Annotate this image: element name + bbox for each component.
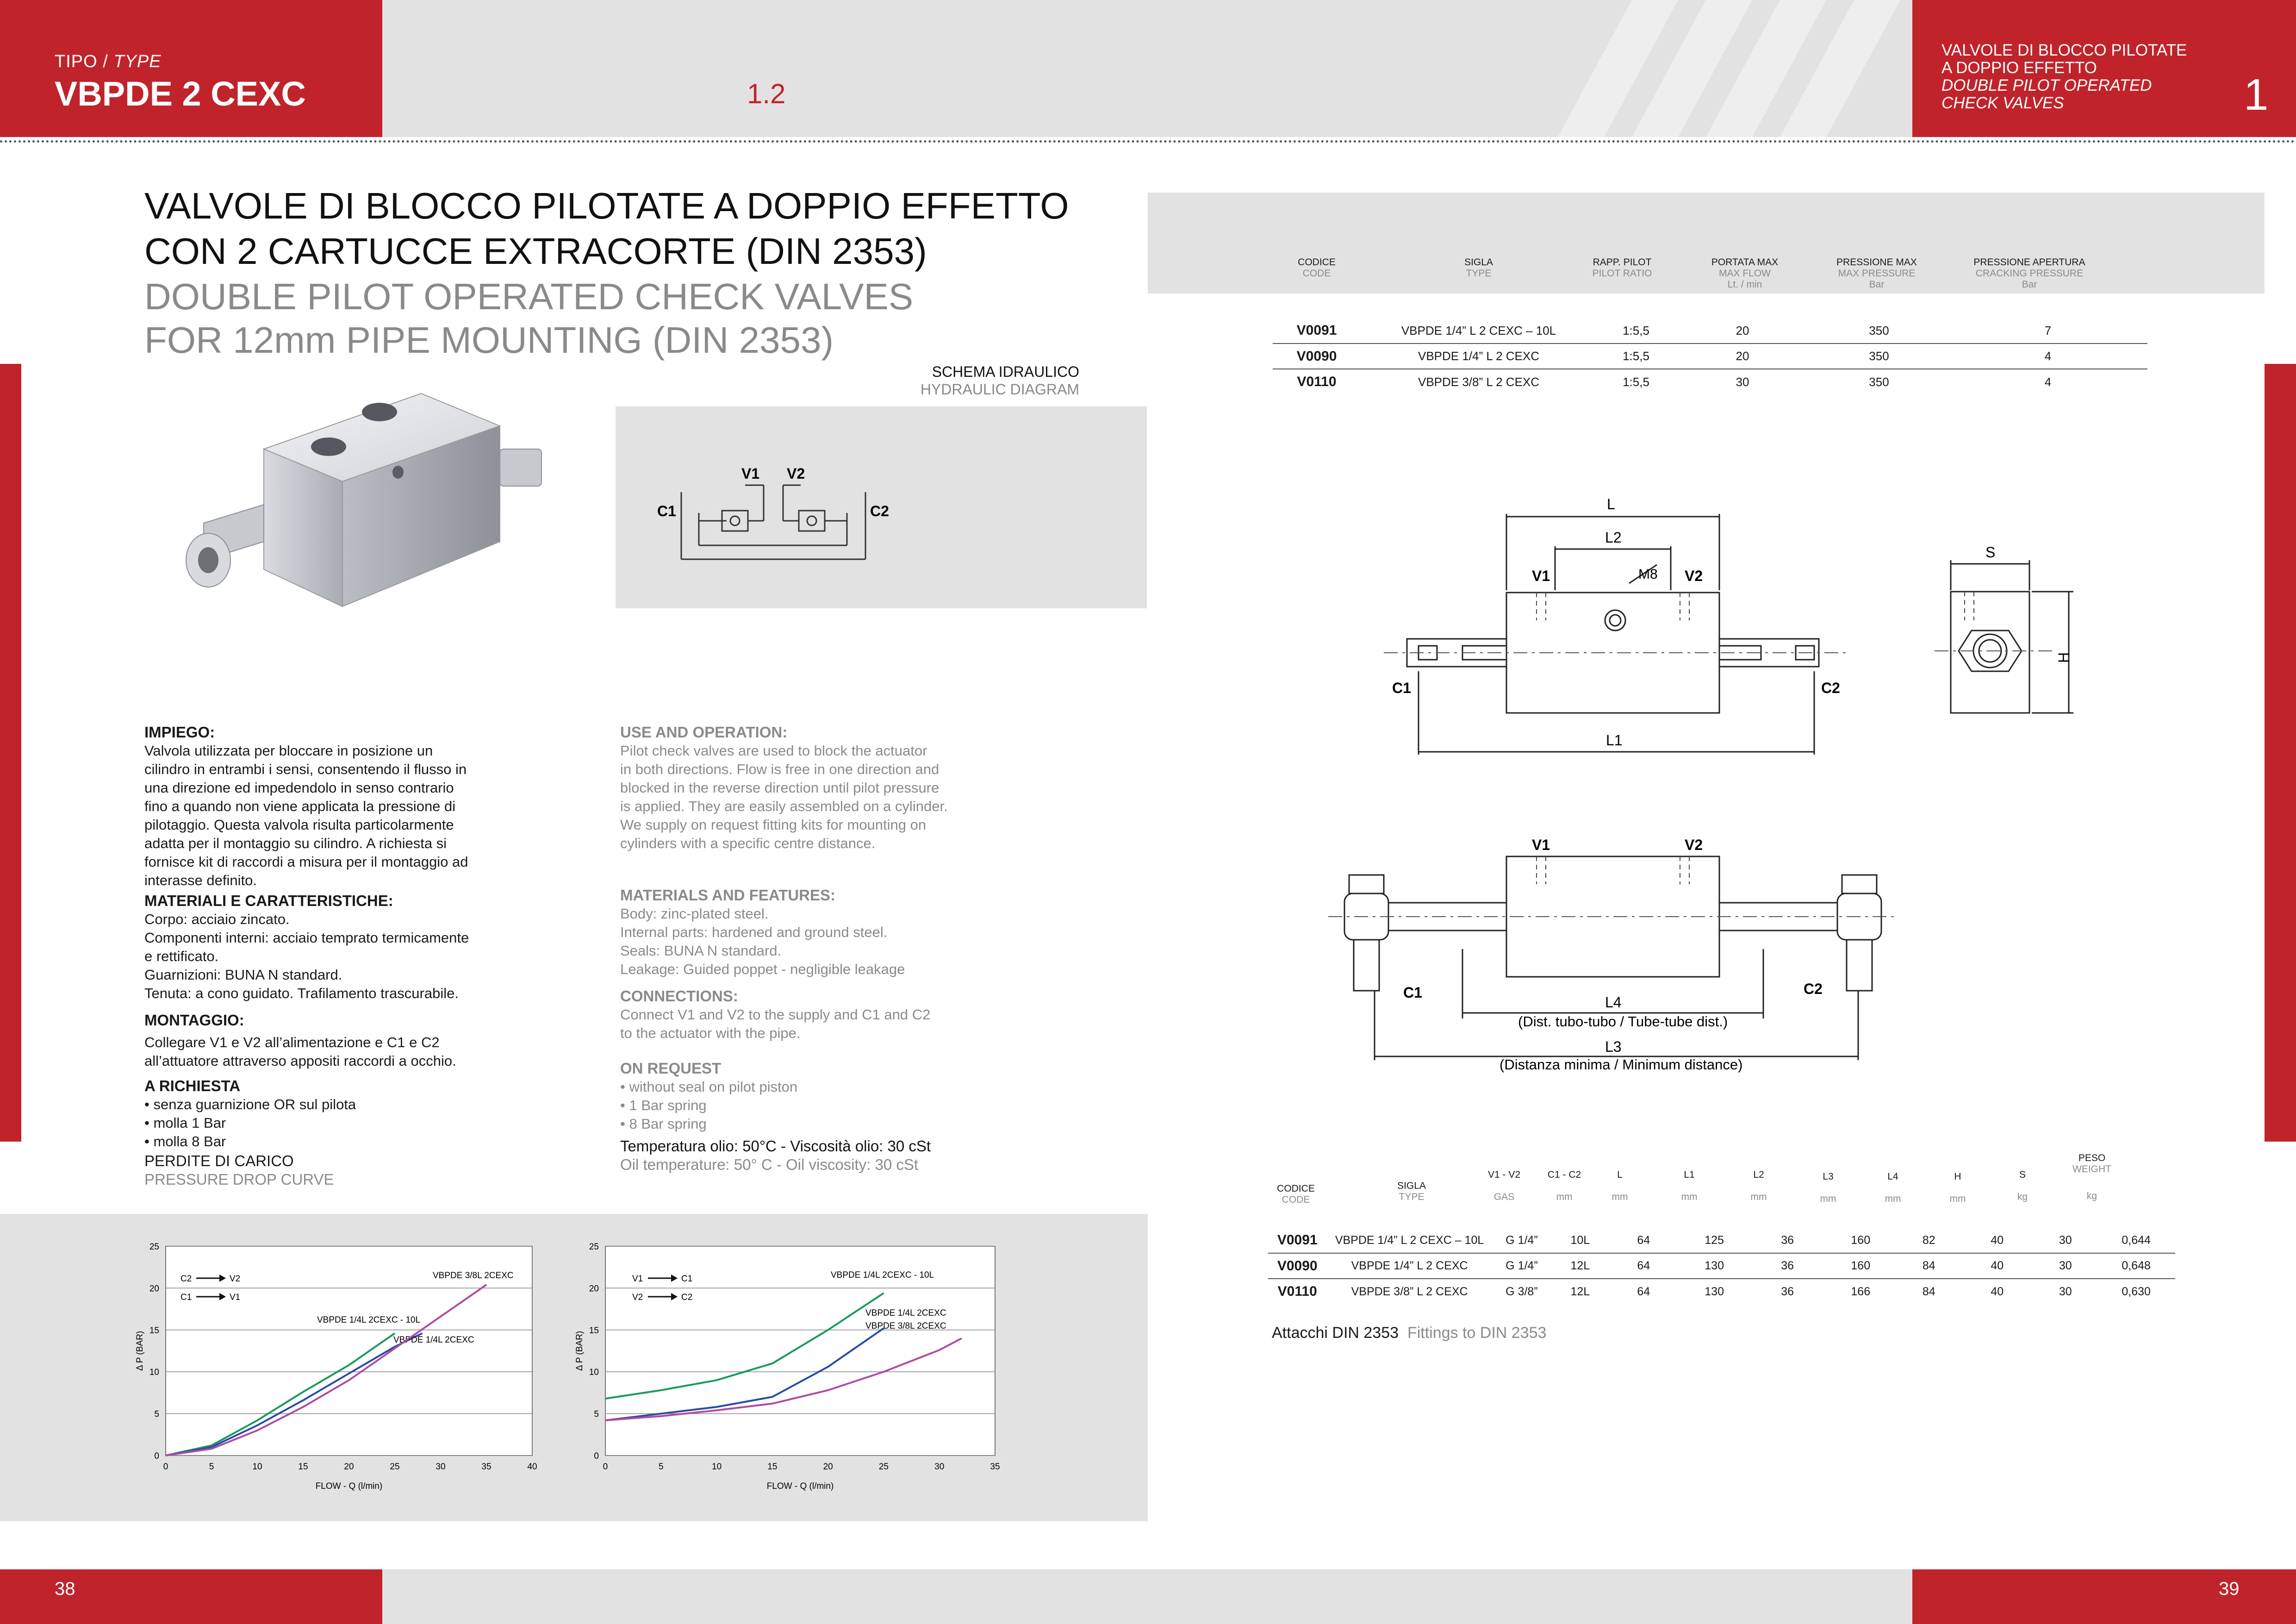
dim-L4-label: L4 (1605, 994, 1622, 1011)
col-max-flow: PORTATA MAX MAX FLOW Lt. / min (1711, 257, 1779, 290)
schema-v1-label: V1 (741, 465, 760, 482)
materials-text: Body: zinc-plated steel. Internal parts: hardened and ground steel. Seals: BUNA N standard. Leakage: Guided poppet - negligible leakage (620, 906, 905, 977)
materiali-text: Corpo: acciaio zincato. Componenti interni: acciaio temprato termicamente e rettificato. Guarnizioni: BUNA N standard. Tenuta: a cono guidato. Trafilamento trascurabile. (144, 911, 469, 1001)
y-tick-label: 5 (594, 1409, 599, 1419)
x-tick-label: 20 (344, 1462, 354, 1472)
col-code: CODICE CODE (1298, 257, 1336, 279)
temperature-it: Temperatura olio: 50°C - Viscosità olio: 30 cSt (620, 1137, 931, 1155)
front-v2-label: V2 (1685, 837, 1703, 853)
y-tick-label: 20 (589, 1284, 599, 1294)
header-middle-band (382, 0, 1912, 137)
y-tick-label: 20 (149, 1284, 159, 1294)
series-label: VBPDE 1/4L 2CEXC (393, 1335, 474, 1345)
col-max-pressure: PRESSIONE MAX MAX PRESSURE Bar (1836, 257, 1917, 290)
montaggio-heading: MONTAGGIO: (144, 1012, 244, 1029)
dim-H-label: H (2055, 652, 2072, 663)
y-tick-label: 10 (149, 1368, 159, 1378)
schema-v2-label: V2 (787, 465, 805, 482)
impiego-text: Valvola utilizzata per bloccare in posizione un cilindro in entrambi i sensi, consentendo il flusso in una direzione ed impedendolo in senso contrario fino a quando non viene applicata la pressione di pilotaggio. Questa valvola risulta particolarmente adatta per il montaggio su cilindro. A richiesta si fornisce kit di raccordi a misura per il montaggio ad interasse definito. (144, 743, 468, 888)
top-table-header (1273, 257, 2147, 294)
legend-to-label: V2 (230, 1274, 241, 1284)
col-L2: L2 mm (1750, 1169, 1767, 1202)
legend-to-label: C1 (681, 1274, 693, 1284)
richiesta-heading: A RICHIESTA (144, 1077, 241, 1094)
header-chapter-number: 1 (2244, 70, 2269, 119)
top-c2-label: C2 (1821, 680, 1840, 696)
header-category: VALVOLE DI BLOCCO PILOTATE A DOPPIO EFFETTO DOUBLE PILOT OPERATED CHECK VALVES (1941, 41, 2187, 112)
x-tick-label: 15 (298, 1462, 308, 1472)
y-tick-label: 0 (154, 1451, 159, 1461)
dim-min-distance-note: (Distanza minima / Minimum distance) (1500, 1056, 1743, 1073)
series-label: VBPDE 3/8L 2CEXC (865, 1321, 946, 1331)
header-stripes-decoration (382, 0, 1912, 137)
dim-tube-distance-note: (Dist. tubo-tubo / Tube-tube dist.) (1518, 1013, 1728, 1030)
x-tick-label: 5 (209, 1462, 214, 1472)
y-tick-label: 25 (589, 1242, 599, 1252)
x-tick-label: 35 (990, 1462, 1000, 1472)
col-L1: L1 mm (1681, 1169, 1698, 1202)
legend-to-label: C2 (681, 1293, 693, 1302)
dim-L3-label: L3 (1605, 1038, 1622, 1055)
col-type: SIGLA TYPE (1464, 257, 1493, 279)
x-tick-label: 35 (481, 1462, 492, 1472)
series-label: VBPDE 1/4L 2CEXC - 10L (317, 1315, 421, 1325)
series-label: VBPDE 1/4L 2CEXC (865, 1308, 946, 1318)
hydraulic-diagram-panel (616, 406, 1147, 608)
italian-description (144, 723, 515, 1189)
table-row: V0091 VBPDE 1/4” L 2 CEXC – 10L G 1/4” 10L 64 125 36 160 82 40 30 0,644 (1268, 1228, 2175, 1253)
header-dotted-rule (0, 140, 2296, 143)
table-row: V0090 VBPDE 1/4” L 2 CEXC 1:5,5 20 350 4 (1273, 344, 2147, 369)
col-L4: L4 mm (1885, 1171, 1901, 1204)
pressure-drop-chart-2 (551, 1231, 1014, 1500)
y-tick-label: 0 (594, 1451, 599, 1461)
x-tick-label: 20 (823, 1462, 833, 1472)
temperature-en: Oil temperature: 50° C - Oil viscosity: 30 cSt (620, 1156, 919, 1173)
materials-heading: MATERIALS AND FEATURES: (620, 887, 836, 904)
montaggio-text: Collegare V1 e V2 all’alimentazione e C1 e C2 all’attuatore attraverso appositi raccordi a occhio. (144, 1034, 456, 1069)
dim-L2-label: L2 (1605, 529, 1622, 546)
col-type: SIGLA TYPE (1397, 1181, 1426, 1202)
dim-L-label: L (1607, 496, 1615, 512)
connections-text: Connect V1 and V2 to the supply and C1 and C2 to the actuator with the pipe. (620, 1006, 931, 1041)
footer-middle-band (382, 1569, 1912, 1624)
x-axis-label: FLOW - Q (l/min) (315, 1481, 383, 1491)
materiali-heading: MATERIALI E CARATTERISTICHE: (144, 892, 393, 909)
page-title-english: DOUBLE PILOT OPERATED CHECK VALVES FOR 12mm PIPE MOUNTING (DIN 2353) (144, 276, 914, 361)
series-label: VBPDE 1/4L 2CEXC - 10L (831, 1270, 934, 1280)
x-tick-label: 25 (390, 1462, 400, 1472)
x-tick-label: 15 (767, 1462, 778, 1472)
richiesta-list: • senza guarnizione OR sul pilota • molla 1 Bar • molla 8 Bar (144, 1096, 356, 1149)
top-table (1273, 257, 2147, 389)
bottom-table (1268, 1153, 2194, 1299)
product-photo (176, 366, 555, 625)
dim-S-label: S (1985, 544, 1996, 561)
use-heading: USE AND OPERATION: (620, 724, 788, 741)
schema-c2-label: C2 (870, 503, 889, 519)
on-request-list: • without seal on pilot piston • 1 Bar spring • 8 Bar spring (620, 1079, 798, 1132)
on-request-heading: ON REQUEST (620, 1060, 722, 1077)
col-S: S kg (2017, 1169, 2028, 1202)
col-L: L mm (1612, 1169, 1628, 1202)
series-label: VBPDE 3/8L 2CEXC (433, 1271, 514, 1280)
col-c1-c2: C1 - C2 mm (1547, 1169, 1581, 1202)
pressure-drop-title-en: PRESSURE DROP CURVE (144, 1171, 334, 1188)
pressure-drop-title-it: PERDITE DI CARICO (144, 1152, 294, 1169)
x-tick-label: 40 (527, 1462, 537, 1472)
header-model-name: VBPDE 2 CEXC (55, 75, 306, 113)
x-tick-label: 30 (436, 1462, 446, 1472)
page-number-right: 39 (2219, 1579, 2240, 1599)
y-tick-label: 25 (149, 1242, 159, 1252)
dim-L1-label: L1 (1606, 732, 1623, 749)
impiego-heading: IMPIEGO: (144, 724, 215, 741)
legend-from-label: V1 (632, 1274, 643, 1284)
col-pilot-ratio: RAPP. PILOT PILOT RATIO (1592, 257, 1652, 279)
legend-to-label: V1 (230, 1293, 241, 1302)
header-type-label: TIPO / TYPE (55, 52, 162, 71)
hydraulic-diagram (616, 406, 1147, 608)
top-v1-label: V1 (1532, 568, 1550, 584)
y-axis-label: Δ P (BAR) (135, 1330, 145, 1371)
x-axis-label: FLOW - Q (l/min) (766, 1481, 834, 1491)
x-tick-label: 30 (934, 1462, 945, 1472)
top-table-body (1273, 318, 2147, 394)
y-tick-label: 15 (589, 1325, 599, 1336)
legend-from-label: C1 (180, 1293, 192, 1302)
y-axis-label: Δ P (BAR) (575, 1330, 585, 1371)
connections-heading: CONNECTIONS: (620, 987, 738, 1005)
y-tick-label: 15 (149, 1325, 159, 1336)
x-tick-label: 10 (252, 1462, 262, 1472)
x-tick-label: 25 (878, 1462, 889, 1472)
english-description (620, 723, 1018, 1174)
schema-title-english: HYDRAULIC DIAGRAM (920, 381, 1079, 398)
table-row: V0091 VBPDE 1/4” L 2 CEXC – 10L 1:5,5 20 350 7 (1273, 318, 2147, 344)
col-v1-v2: V1 - V2 GAS (1487, 1169, 1521, 1202)
technical-drawing (1314, 486, 2101, 1088)
page-title-italian: VALVOLE DI BLOCCO PILOTATE A DOPPIO EFFETTO CON 2 CARTUCCE EXTRACORTE (DIN 2353) (144, 185, 1069, 272)
y-tick-label: 5 (154, 1409, 159, 1419)
dim-M8-label: M8 (1638, 567, 1658, 582)
x-tick-label: 5 (658, 1462, 664, 1472)
schema-c1-label: C1 (657, 503, 676, 519)
header-section-number: 1.2 (747, 78, 786, 109)
col-cracking-pressure: PRESSIONE APERTURA CRACKING PRESSURE Bar (1973, 257, 2085, 290)
legend-from-label: C2 (180, 1274, 192, 1284)
front-c2-label: C2 (1804, 981, 1823, 997)
top-v2-label: V2 (1685, 568, 1703, 584)
front-v1-label: V1 (1532, 837, 1550, 853)
col-L3: L3 mm (1820, 1171, 1836, 1204)
table-row: V0090 VBPDE 1/4” L 2 CEXC G 1/4” 12L 64 130 36 160 84 40 30 0,648 (1268, 1253, 2175, 1279)
schema-title-italian: SCHEMA IDRAULICO (932, 363, 1079, 380)
use-text: Pilot check valves are used to block the actuator in both directions. Flow is free in one direction and blocked in the reverse direction until pilot pressure is applied. They are easily assembled on a cylinder. We supply on request fitting kits for mounting on cylinders with a specific centre distance. (620, 743, 948, 851)
x-tick-label: 0 (163, 1462, 168, 1472)
col-weight: PESO WEIGHT kg (2072, 1153, 2111, 1201)
col-code: CODICE CODE (1277, 1183, 1315, 1205)
right-edge-bar (2265, 364, 2296, 1142)
x-tick-label: 0 (603, 1462, 608, 1472)
col-H: H mm (1949, 1171, 1966, 1204)
table-row: V0110 VBPDE 3/8” L 2 CEXC G 3/8” 12L 64 130 36 166 84 40 30 0,630 (1277, 1284, 2151, 1299)
x-tick-label: 10 (712, 1462, 722, 1472)
legend-from-label: V2 (632, 1293, 643, 1302)
fittings-note: Attacchi DIN 2353 Fittings to DIN 2353 (1272, 1324, 1547, 1342)
top-c1-label: C1 (1392, 680, 1411, 696)
pressure-drop-chart-1 (116, 1231, 560, 1500)
bottom-table-header (1268, 1153, 2194, 1208)
page-number-left: 38 (55, 1579, 75, 1599)
front-c1-label: C1 (1403, 984, 1422, 1001)
y-tick-label: 10 (589, 1368, 599, 1378)
table-row: V0110 VBPDE 3/8” L 2 CEXC 1:5,5 30 350 4 (1297, 374, 2052, 389)
bottom-table-body (1268, 1228, 2175, 1304)
left-edge-bar (0, 364, 21, 1142)
